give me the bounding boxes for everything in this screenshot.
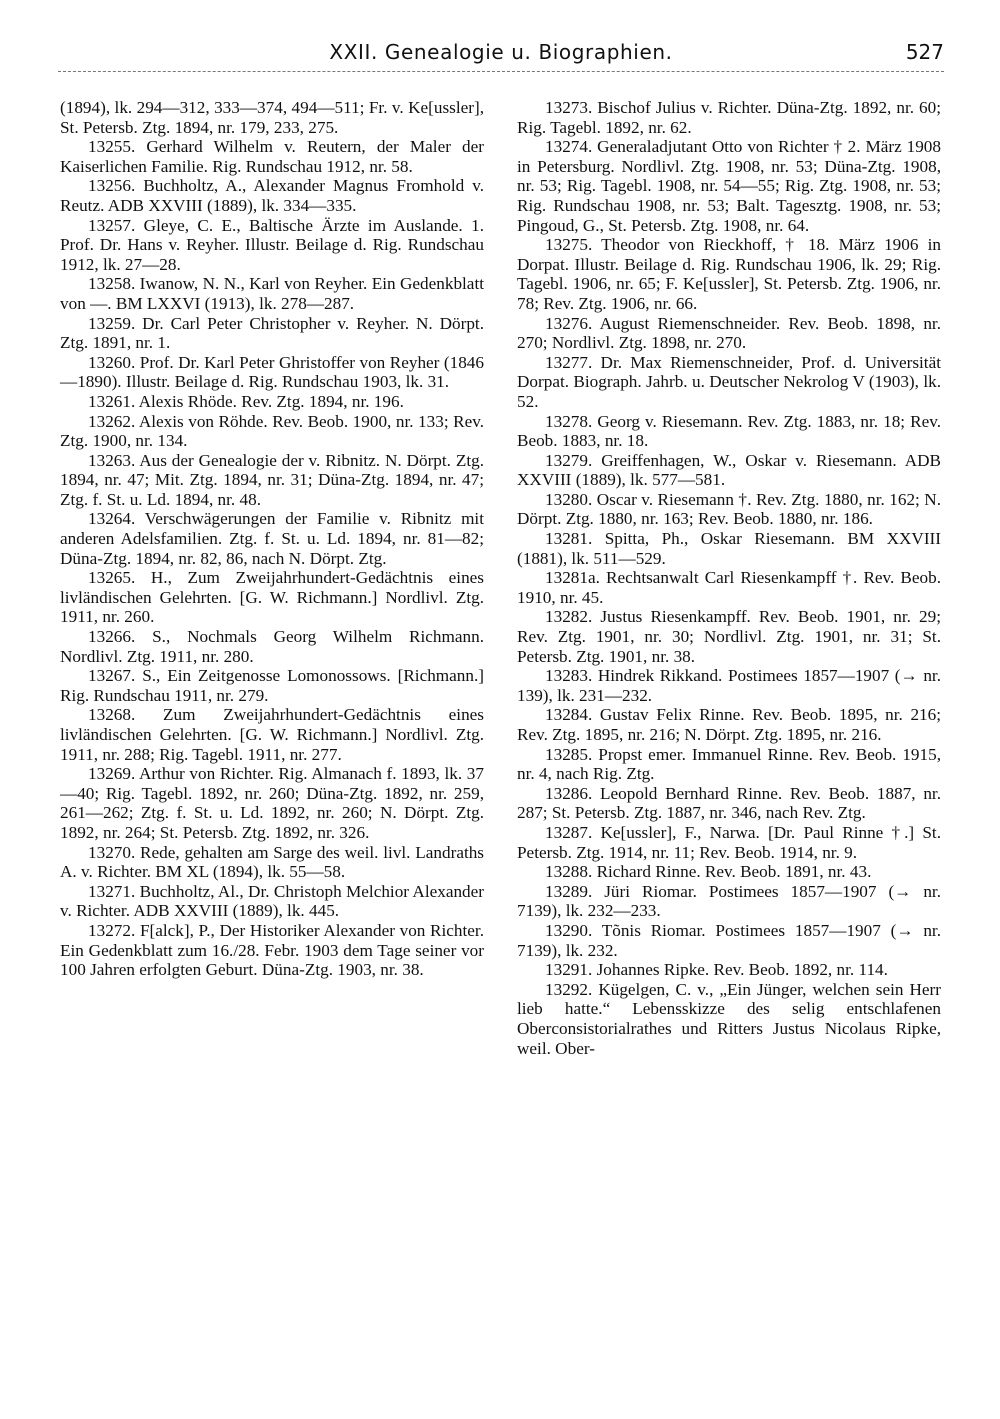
bibliography-entry: 13286. Leopold Bernhard Rinne. Rev. Beob. 1887, nr. 287; St. Petersb. Ztg. 1887, nr. 346, nach Rev. Ztg.: [517, 783, 941, 823]
bibliography-entry: 13272. F[alck], P., Der Historiker Alexander von Richter. Ein Gedenkblatt zum 16./28. Febr. 1903 dem Tage seiner vor 100 Jahren erfolgten Geburt. Düna-Ztg. 1903, nr. 38.: [60, 920, 484, 980]
right-column: [517, 98, 941, 1058]
bibliography-entry: 13262. Alexis von Röhde. Rev. Beob. 1900, nr. 133; Rev. Ztg. 1900, nr. 134.: [60, 411, 484, 451]
bibliography-entry: 13288. Richard Rinne. Rev. Beob. 1891, nr. 43.: [545, 862, 872, 882]
running-title: XXII. Genealogie u. Biographien.: [329, 40, 673, 64]
bibliography-entry: 13278. Georg v. Riesemann. Rev. Ztg. 1883, nr. 18; Rev. Beob. 1883, nr. 18.: [517, 411, 941, 451]
bibliography-entry: 13276. August Riemenschneider. Rev. Beob. 1898, nr. 270; Nordlivl. Ztg. 1898, nr. 270.: [517, 313, 941, 353]
bibliography-entry: 13285. Propst emer. Immanuel Rinne. Rev. Beob. 1915, nr. 4, nach Rig. Ztg.: [517, 744, 941, 784]
bibliography-entry: 13269. Arthur von Richter. Rig. Almanach f. 1893, lk. 37—40; Rig. Tagebl. 1892, nr. 260; Düna-Ztg. 1892, nr. 259, 261—262; Ztg. f. St. u. Ld. 1892, nr. 260; N. Dörpt. Ztg. 1892, nr. 264; St. Petersb. Ztg. 1892, nr. 326.: [60, 764, 484, 842]
bibliography-entry: 13289. Jüri Riomar. Postimees 1857—1907 (→ nr. 7139), lk. 232—233.: [517, 881, 941, 921]
bibliography-entry: 13281. Spitta, Ph., Oskar Riesemann. BM XXVIII (1881), lk. 511—529.: [517, 529, 941, 568]
bibliography-entry: 13264. Verschwägerungen der Familie v. Ribnitz mit anderen Adelsfamilien. Ztg. f. St. u. Ld. 1894, nr. 81—82; Düna-Ztg. 1894, nr. 82, 86, nach N. Dörpt. Ztg.: [60, 509, 484, 568]
bibliography-entry: 13274. Generaladjutant Otto von Richter † 2. März 1908 in Petersburg. Nordlivl. Ztg. 1908, nr. 53; Düna-Ztg. 1908, nr. 53; Rig. Tagebl. 1908, nr. 54—55; Rig. Ztg. 1908, nr. 53; Rig. Rundschau 1908, nr. 53; Balt. Tagesztg. 1908, nr. 53; Pingoud, G., St. Petersb. Ztg. 1908, nr. 64.: [517, 137, 941, 235]
bibliography-entry: 13280. Oscar v. Riesemann †. Rev. Ztg. 1880, nr. 162; N. Dörpt. Ztg. 1880, nr. 163; Rev. Beob. 1880, nr. 186.: [517, 489, 941, 529]
bibliography-entry: 13287. Ke[ussler], F., Narwa. [Dr. Paul Rinne †.] St. Petersb. Ztg. 1914, nr. 11; Rev. Beob. 1914, nr. 9.: [517, 822, 941, 862]
bibliography-entry: 13271. Buchholtz, Al., Dr. Christoph Melchior Alexander v. Richter. ADB XXVIII (1889), lk. 445.: [60, 881, 484, 921]
bibliography-entry: 13279. Greiffenhagen, W., Oskar v. Riesemann. ADB XXVIII (1889), lk. 577—581.: [517, 450, 941, 490]
bibliography-entry: 13270. Rede, gehalten am Sarge des weil. livl. Landraths A. v. Richter. BM XL (1894), lk. 55—58.: [60, 842, 484, 882]
bibliography-entry: 13259. Dr. Carl Peter Christopher v. Reyher. N. Dörpt. Ztg. 1891, nr. 1.: [60, 313, 484, 353]
bibliography-entry: 13291. Johannes Ripke. Rev. Beob. 1892, nr. 114.: [545, 960, 888, 980]
bibliography-entry: 13261. Alexis Rhöde. Rev. Ztg. 1894, nr. 196.: [88, 391, 404, 411]
page-number: 527: [905, 40, 944, 64]
bibliography-entry: 13281a. Rechtsanwalt Carl Riesenkampff †. Rev. Beob. 1910, nr. 45.: [517, 568, 941, 607]
bibliography-entry: 13266. S., Nochmals Georg Wilhelm Richmann. Nordlivl. Ztg. 1911, nr. 280.: [60, 627, 484, 666]
bibliography-entry: 13260. Prof. Dr. Karl Peter Ghristoffer von Reyher (1846—1890). Illustr. Beilage d. Rig. Rundschau 1903, lk. 31.: [60, 352, 484, 392]
bibliography-entry: 13275. Theodor von Rieckhoff, † 18. März 1906 in Dorpat. Illustr. Beilage d. Rig. Rundschau 1906, lk. 29; Rig. Tagebl. 1906, nr. 65; F. Ke[ussler], St. Petersb. Ztg. 1906, nr. 78; Rev. Ztg. 1906, nr. 66.: [517, 235, 941, 313]
bibliography-entry: (1894), lk. 294—312, 333—374, 494—511; Fr. v. Ke[ussler], St. Petersb. Ztg. 1894, nr. 179, 233, 275.: [60, 98, 484, 137]
page-header: [58, 40, 944, 74]
bibliography-entry: 13284. Gustav Felix Rinne. Rev. Beob. 1895, nr. 216; Rev. Ztg. 1895, nr. 216; N. Dörpt. Ztg. 1895, nr. 216.: [517, 705, 941, 744]
bibliography-entry: 13283. Hindrek Rikkand. Postimees 1857—1907 (→ nr. 139), lk. 231—232.: [517, 666, 941, 705]
header-divider: [58, 71, 944, 72]
bibliography-entry: 13256. Buchholtz, A., Alexander Magnus Fromhold v. Reutz. ADB XXVIII (1889), lk. 334—335.: [60, 176, 484, 215]
bibliography-entry: 13290. Tõnis Riomar. Postimees 1857—1907 (→ nr. 7139), lk. 232.: [517, 920, 941, 960]
bibliography-entry: 13263. Aus der Genealogie der v. Ribnitz. N. Dörpt. Ztg. 1894, nr. 47; Mit. Ztg. 1894, nr. 31; Düna-Ztg. 1894, nr. 47; Ztg. f. St. u. Ld. 1894, nr. 48.: [60, 450, 484, 509]
bibliography-entry: 13282. Justus Riesenkampff. Rev. Beob. 1901, nr. 29; Rev. Ztg. 1901, nr. 30; Nordlivl. Ztg. 1901, nr. 31; St. Petersb. Ztg. 1901, nr. 38.: [517, 607, 941, 666]
bibliography-entry: 13273. Bischof Julius v. Richter. Düna-Ztg. 1892, nr. 60; Rig. Tagebl. 1892, nr. 62.: [517, 98, 941, 137]
left-column: [60, 98, 484, 980]
bibliography-entry: 13265. H., Zum Zweijahrhundert-Gedächtnis eines livländischen Gelehrten. [G. W. Richmann.] Nordlivl. Ztg. 1911, nr. 260.: [60, 568, 484, 627]
bibliography-entry: 13258. Iwanow, N. N., Karl von Reyher. Ein Gedenkblatt von —. BM LXXVI (1913), lk. 278—287.: [60, 274, 484, 313]
bibliography-entry: 13257. Gleye, C. E., Baltische Ärzte im Auslande. 1. Prof. Dr. Hans v. Reyher. Illustr. Beilage d. Rig. Rundschau 1912, lk. 27—28.: [60, 215, 484, 274]
bibliography-entry: 13255. Gerhard Wilhelm v. Reutern, der Maler der Kaiserlichen Familie. Rig. Rundschau 1912, nr. 58.: [60, 137, 484, 176]
bibliography-entry: 13277. Dr. Max Riemenschneider, Prof. d. Universität Dorpat. Biograph. Jahrb. u. Deutscher Nekrolog V (1903), lk. 52.: [517, 352, 941, 411]
bibliography-entry: 13292. Kügelgen, C. v., „Ein Jünger, welchen sein Herr lieb hatte.“ Lebensskizze des selig entschlafenen Oberconsistorialrathes und Ritters Justus Nicolaus Ripke, weil. Ober-: [517, 979, 941, 1058]
bibliography-entry: 13268. Zum Zweijahrhundert-Gedächtnis eines livländischen Gelehrten. [G. W. Richmann.] Nordlivl. Ztg. 1911, nr. 288; Rig. Tagebl. 1911, nr. 277.: [60, 705, 484, 764]
bibliography-entry: 13267. S., Ein Zeitgenosse Lomonossows. [Richmann.] Rig. Rundschau 1911, nr. 279.: [60, 666, 484, 705]
